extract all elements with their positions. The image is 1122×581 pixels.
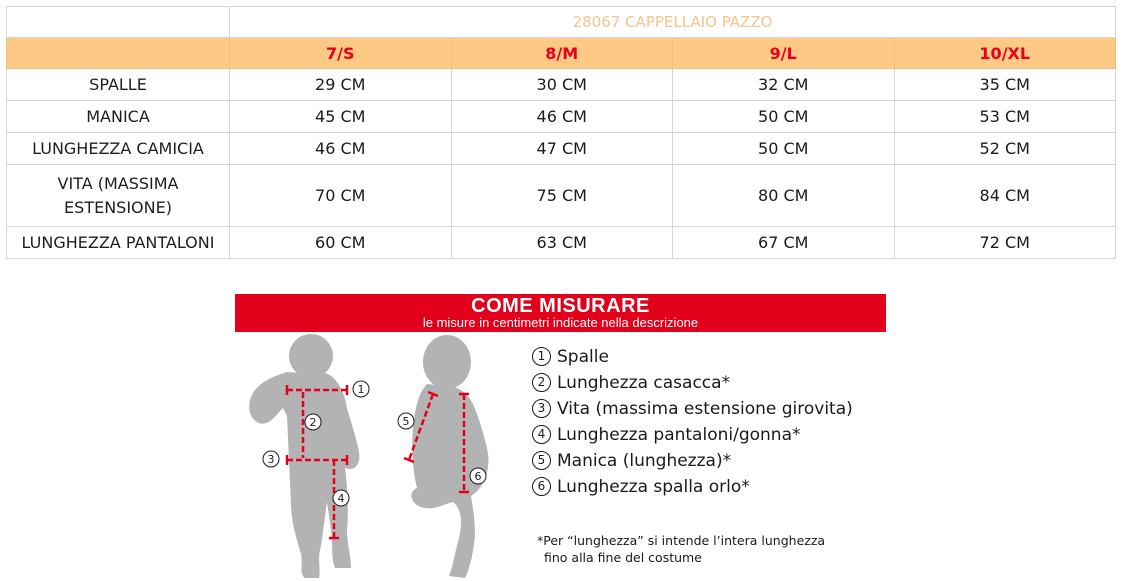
table-cell: 52 CM — [894, 133, 1116, 165]
table-row — [7, 133, 1116, 165]
product-title: 28067 CAPPELLAIO PAZZO — [230, 7, 1116, 38]
legend-item — [532, 422, 853, 448]
legend-item — [532, 474, 853, 500]
table-cell: 63 CM — [451, 227, 673, 259]
child-side-figure — [411, 335, 488, 578]
measure-subtitle: le misure in centimetri indicate nella descrizione — [422, 315, 699, 330]
row-label: LUNGHEZZA PANTALONI — [7, 227, 230, 259]
table-cell: 45 CM — [230, 101, 452, 133]
table-cell: 84 CM — [894, 165, 1116, 227]
number-circle-icon: 3 — [532, 399, 551, 418]
table-cell: 35 CM — [894, 69, 1116, 101]
svg-text:6: 6 — [474, 470, 482, 483]
table-cell: 80 CM — [673, 165, 895, 227]
measure-legend — [532, 344, 853, 500]
legend-label: Manica (lunghezza)* — [557, 451, 732, 471]
legend-label: Vita (massima estensione girovita) — [557, 399, 853, 419]
row-label-line: ESTENSIONE) — [64, 197, 172, 217]
table-row — [7, 165, 1116, 227]
table-cell: 67 CM — [673, 227, 895, 259]
table-cell: 75 CM — [451, 165, 673, 227]
table-cell: 50 CM — [673, 133, 895, 165]
number-circle-icon: 6 — [532, 477, 551, 496]
size-header: 10/XL — [894, 38, 1116, 69]
table-cell: 30 CM — [451, 69, 673, 101]
legend-item — [532, 344, 853, 370]
svg-text:5: 5 — [402, 415, 410, 428]
row-label: MANICA — [7, 101, 230, 133]
table-cell: 70 CM — [230, 165, 452, 227]
row-label — [7, 165, 230, 227]
row-label: LUNGHEZZA CAMICIA — [7, 133, 230, 165]
legend-label: Lunghezza pantaloni/gonna* — [557, 425, 801, 445]
legend-label: Lunghezza casacca* — [557, 373, 731, 393]
table-cell: 60 CM — [230, 227, 452, 259]
table-row — [7, 69, 1116, 101]
measure-banner — [235, 294, 886, 332]
size-header: 7/S — [230, 38, 452, 69]
number-circle-icon: 5 — [532, 451, 551, 470]
table-cell: 29 CM — [230, 69, 452, 101]
size-table — [6, 6, 1116, 259]
number-circle-icon: 2 — [532, 373, 551, 392]
row-label-line: VITA (MASSIMA — [57, 173, 179, 193]
table-cell: 46 CM — [230, 133, 452, 165]
svg-text:3: 3 — [267, 453, 275, 466]
row-label: SPALLE — [7, 69, 230, 101]
number-circle-icon: 1 — [532, 347, 551, 366]
footnote-line: fino alla fine del costume — [544, 550, 702, 565]
svg-text:4: 4 — [337, 492, 345, 505]
legend-item — [532, 396, 853, 422]
table-cell: 32 CM — [673, 69, 895, 101]
table-title-row — [7, 7, 1116, 38]
table-cell: 47 CM — [451, 133, 673, 165]
measure-figures — [235, 332, 525, 581]
legend-item — [532, 448, 853, 474]
size-header-blank — [7, 38, 230, 69]
legend-item — [532, 370, 853, 396]
size-header: 9/L — [673, 38, 895, 69]
legend-label: Lunghezza spalla orlo* — [557, 477, 750, 497]
table-corner-cell — [7, 7, 230, 38]
measure-title: COME MISURARE — [471, 295, 650, 317]
table-cell: 53 CM — [894, 101, 1116, 133]
svg-text:1: 1 — [357, 383, 365, 396]
table-row — [7, 227, 1116, 259]
size-header-row — [7, 38, 1116, 69]
number-circle-icon: 4 — [532, 425, 551, 444]
table-row — [7, 101, 1116, 133]
svg-text:2: 2 — [309, 416, 317, 429]
legend-label: Spalle — [557, 347, 609, 367]
footnote — [537, 532, 897, 566]
size-header: 8/M — [451, 38, 673, 69]
table-cell: 46 CM — [451, 101, 673, 133]
table-cell: 72 CM — [894, 227, 1116, 259]
footnote-line: *Per “lunghezza” si intende l’intera lunghezza — [537, 533, 826, 548]
table-cell: 50 CM — [673, 101, 895, 133]
